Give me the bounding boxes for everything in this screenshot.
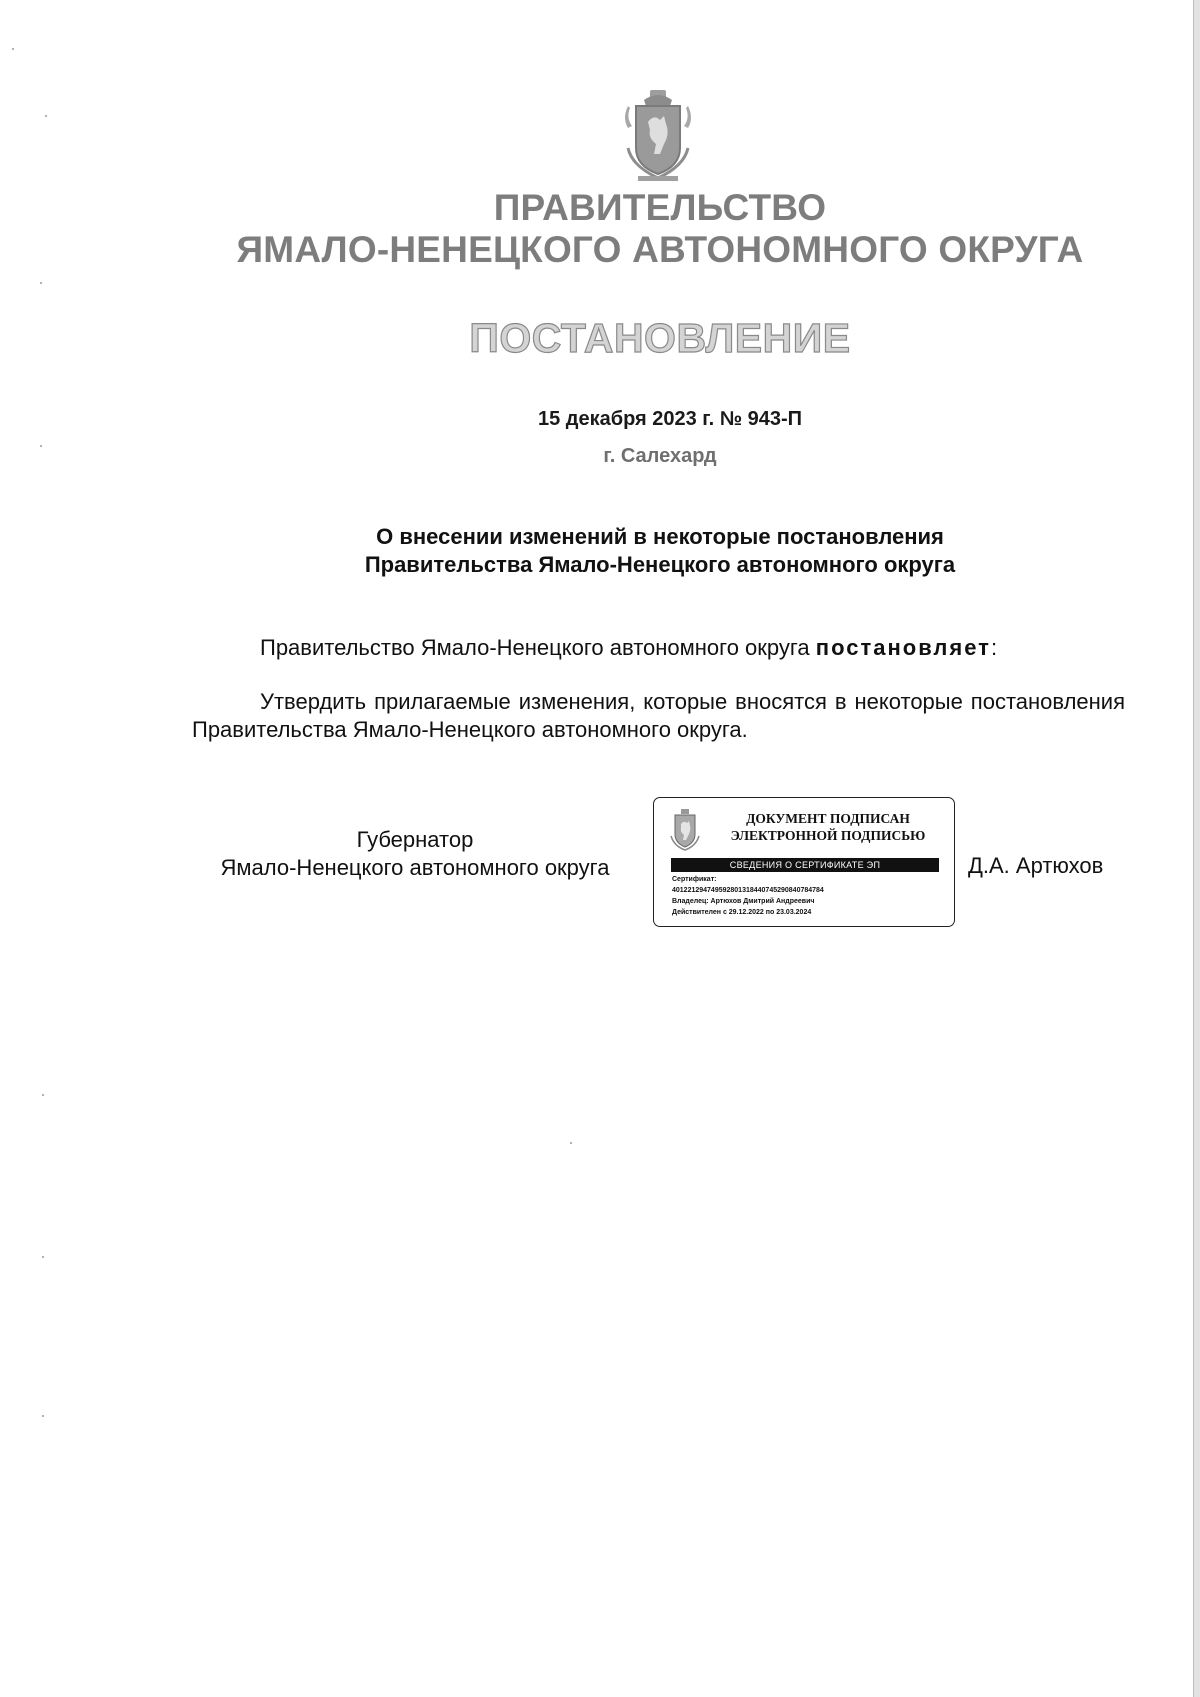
document-subject <box>0 523 1200 579</box>
signatory-title: Губернатор <box>356 827 474 852</box>
stamp-emblem-icon <box>668 808 702 852</box>
stamp-title <box>712 810 944 844</box>
clause-colon: : <box>990 635 998 660</box>
electronic-signature-stamp <box>653 797 955 927</box>
certificate-owner: Владелец: Артюхов Дмитрий Андреевич <box>672 898 815 905</box>
scan-speck <box>45 115 47 117</box>
certificate-info-bar: СВЕДЕНИЯ О СЕРТИФИКАТЕ ЭП <box>671 858 939 872</box>
scan-speck <box>570 1142 572 1144</box>
subject-line1: О внесении изменений в некоторые постановления <box>376 524 944 549</box>
signer-name: Д.А. Артюхов <box>968 853 1104 878</box>
certificate-validity: Действителен с 29.12.2022 по 23.03.2024 <box>672 909 812 916</box>
date-and-number: 15 декабря 2023 г. № 943-П <box>537 408 803 430</box>
certificate-number: 401221294749592801318440745290840784784 <box>672 887 824 894</box>
certificate-label: Сертификат: <box>672 876 717 883</box>
scan-speck <box>42 1415 44 1417</box>
scan-speck <box>42 1256 44 1258</box>
scan-speck <box>42 1094 44 1096</box>
government-title-line1: ПРАВИТЕЛЬСТВО <box>493 187 827 228</box>
resolution-clause <box>260 634 997 662</box>
body-paragraph: Утвердить прилагаемые изменения, которые вносятся в некоторые постановления Правительства Ямало-Ненецкого автономного округа. <box>192 689 1125 742</box>
scan-speck <box>40 282 42 284</box>
stamp-title-line2: ЭЛЕКТРОННОЙ ПОДПИСЬЮ <box>730 828 926 843</box>
clause-keyword: постановляет <box>815 635 991 660</box>
document-type-heading: ПОСТАНОВЛЕНИЕ <box>469 315 851 361</box>
certificate-details <box>672 874 942 918</box>
stamp-title-line1: ДОКУМЕНТ ПОДПИСАН <box>746 811 910 826</box>
subject-line2: Правительства Ямало-Ненецкого автономного округа <box>364 552 956 577</box>
government-title-line2: ЯМАЛО-НЕНЕЦКОГО АВТОНОМНОГО ОКРУГА <box>236 229 1084 270</box>
city-line: г. Салехард <box>603 445 717 467</box>
clause-text: Правительство Ямало-Ненецкого автономного округа <box>260 635 816 660</box>
coat-of-arms-emblem-icon <box>620 88 696 184</box>
signatory-region: Ямало-Ненецкого автономного округа <box>220 855 610 880</box>
scan-speck <box>12 48 14 50</box>
signatory-position <box>192 826 638 882</box>
